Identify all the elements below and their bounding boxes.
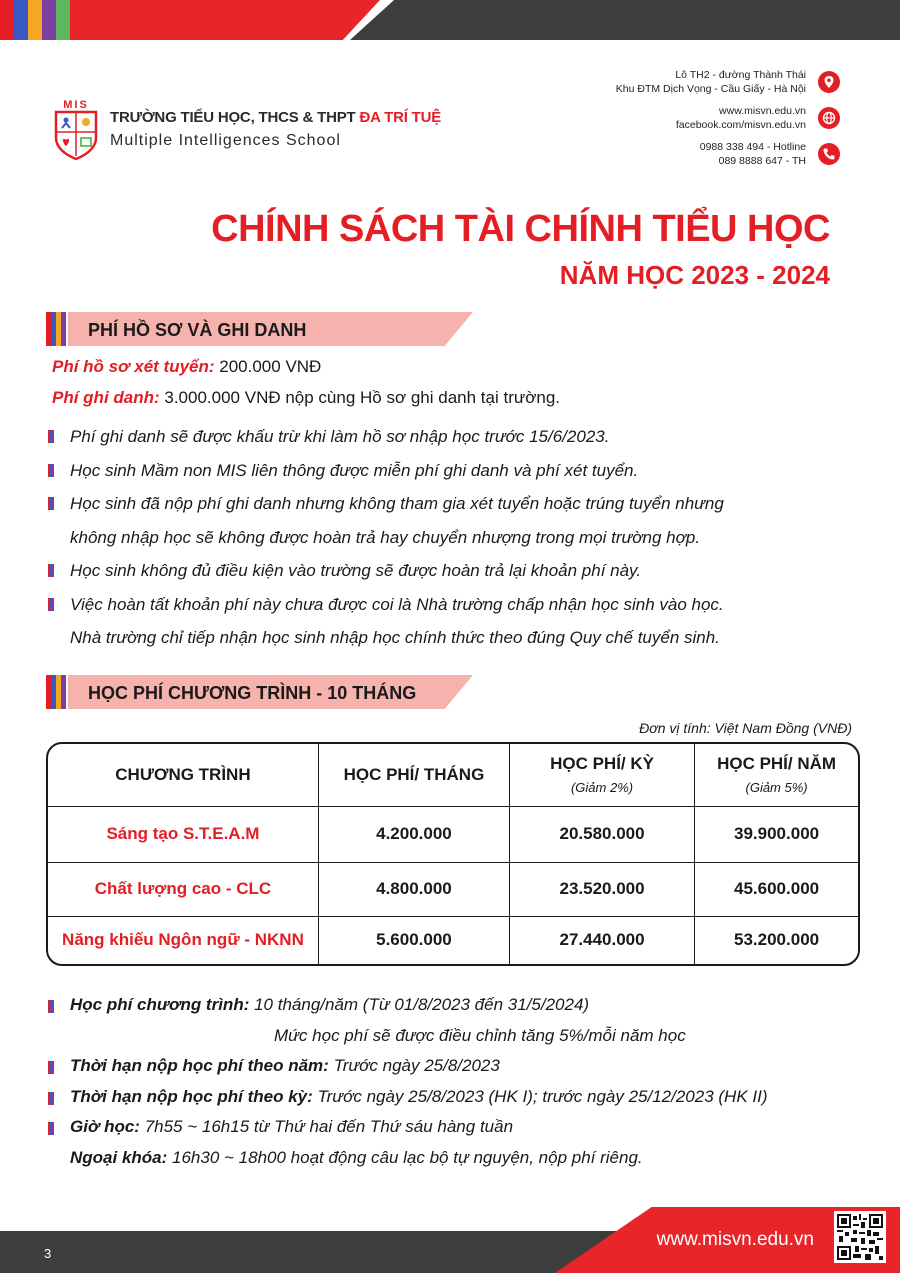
phone-icon (818, 143, 840, 165)
hotline-number[interactable]: 0988 338 494 - Hotline (699, 141, 806, 153)
bullet-marker-icon (48, 430, 56, 443)
contact-block (600, 68, 840, 176)
qr-code-icon[interactable] (834, 1211, 886, 1263)
fee-month: 4.800.000 (318, 862, 509, 916)
top-banner (0, 0, 900, 40)
program-name: Sáng tạo S.T.E.A.M (48, 806, 318, 862)
section-heading-label: PHÍ HỒ SƠ VÀ GHI DANH (88, 320, 307, 340)
column-header-year: HỌC PHÍ/ NĂM (Giảm 5%) (695, 744, 858, 806)
logo-shield-icon (52, 98, 100, 160)
section-heading-label: HỌC PHÍ CHƯƠNG TRÌNH - 10 THÁNG (88, 683, 417, 703)
table-row (48, 806, 858, 862)
heading-color-bars (46, 312, 66, 346)
fee-term: 27.440.000 (509, 916, 694, 964)
bullet-marker-icon (48, 1000, 56, 1013)
contact-address: Lô TH2 - đường Thành Thái Khu ĐTM Dịch Vọng - Cầu Giấy - Hà Nội (600, 68, 840, 96)
fee-year: 53.200.000 (695, 916, 858, 964)
top-red-band (70, 0, 380, 40)
school-english-name: Multiple Intelligences School (110, 131, 341, 149)
contact-web (600, 104, 840, 132)
registration-notes (48, 420, 858, 655)
fee-month: 5.600.000 (318, 916, 509, 964)
list-item: Việc hoàn tất khoản phí này chưa được coi là Nhà trường chấp nhận học sinh vào học. Nhà trường chỉ tiếp nhận học sinh nhập học chính thức theo đúng Quy chế tuyển sinh. (48, 588, 858, 655)
top-color-stripes (0, 0, 70, 40)
facebook-link[interactable]: facebook.com/misvn.edu.vn (675, 119, 806, 131)
page-subtitle: NĂM HỌC 2023 - 2024 (559, 260, 830, 290)
fee-term: 23.520.000 (509, 862, 694, 916)
footer-website-link[interactable]: www.misvn.edu.vn (656, 1229, 814, 1250)
fee-year: 39.900.000 (695, 806, 858, 862)
phone-number[interactable]: 089 8888 647 - TH (718, 155, 806, 167)
footer-dark-band (0, 1231, 620, 1273)
website-link[interactable]: www.misvn.edu.vn (719, 105, 806, 117)
school-logo (52, 98, 441, 160)
list-item: Ngoại khóa: 16h30 ~ 18h00 hoạt động câu lạc bộ tự nguyện, nộp phí riêng. (70, 1147, 643, 1167)
application-fee: Phí hồ sơ xét tuyển: 200.000 VNĐ (52, 357, 322, 376)
program-name: Năng khiếu Ngôn ngữ - NKNN (48, 916, 318, 964)
section-heading-tuition (46, 675, 476, 709)
bullet-marker-icon (48, 1092, 56, 1105)
bullet-marker-icon (48, 1122, 56, 1135)
contact-phone (600, 140, 840, 168)
bullet-marker-icon (48, 598, 56, 611)
table-row (48, 862, 858, 916)
registration-fee: Phí ghi danh: 3.000.000 VNĐ nộp cùng Hồ sơ ghi danh tại trường. (52, 388, 561, 407)
bullet-marker-icon (48, 1061, 56, 1074)
top-dark-band (350, 0, 900, 40)
bullet-marker-icon (48, 564, 56, 577)
column-header-month: HỌC PHÍ/ THÁNG (318, 744, 509, 806)
page-number: 3 (44, 1246, 52, 1261)
table-row (48, 916, 858, 964)
page-title: CHÍNH SÁCH TÀI CHÍNH TIỂU HỌC (211, 208, 830, 250)
tuition-info (48, 990, 868, 1173)
fee-term: 20.580.000 (509, 806, 694, 862)
section-heading-fees (46, 312, 476, 346)
list-item: Học sinh đã nộp phí ghi danh nhưng không tham gia xét tuyển hoặc trúng tuyển nhưng không nhập học sẽ không được hoàn trả hay chuyển nhượng trong mọi trường hợp. (48, 487, 858, 554)
list-item: Học phí chương trình: 10 tháng/năm (Từ 01/8/2023 đến 31/5/2024) (48, 990, 868, 1021)
bullet-marker-icon (48, 464, 56, 477)
tuition-table (46, 742, 860, 966)
column-header-term: HỌC PHÍ/ KỲ (Giảm 2%) (509, 744, 694, 806)
list-item: Mức học phí sẽ được điều chỉnh tăng 5%/mỗi năm học (274, 1025, 686, 1045)
list-item: Thời hạn nộp học phí theo kỳ: Trước ngày 25/8/2023 (HK I); trước ngày 25/12/2023 (HK II) (48, 1082, 868, 1113)
program-name: Chất lượng cao - CLC (48, 862, 318, 916)
fee-year: 45.600.000 (695, 862, 858, 916)
location-icon (818, 71, 840, 93)
logo-mark: MIS (63, 99, 89, 111)
column-header-program: CHƯƠNG TRÌNH (48, 744, 318, 806)
list-item: Học sinh không đủ điều kiện vào trường sẽ được hoàn trả lại khoản phí này. (48, 554, 858, 588)
list-item: Thời hạn nộp học phí theo năm: Trước ngày 25/8/2023 (48, 1051, 868, 1082)
currency-unit-note: Đơn vị tính: Việt Nam Đồng (VNĐ) (639, 720, 852, 736)
school-name: TRƯỜNG TIỂU HỌC, THCS & THPT ĐA TRÍ TUỆ (110, 108, 442, 126)
bullet-marker-icon (48, 497, 56, 510)
fee-month: 4.200.000 (318, 806, 509, 862)
table-header-row (48, 744, 858, 806)
list-item: Phí ghi danh sẽ được khấu trừ khi làm hồ sơ nhập học trước 15/6/2023. (48, 420, 858, 454)
list-item: Học sinh Mầm non MIS liên thông được miễn phí ghi danh và phí xét tuyển. (48, 454, 858, 488)
heading-color-bars (46, 675, 66, 709)
list-item: Giờ học: 7h55 ~ 16h15 từ Thứ hai đến Thứ sáu hàng tuần (48, 1112, 868, 1143)
globe-icon (818, 107, 840, 129)
